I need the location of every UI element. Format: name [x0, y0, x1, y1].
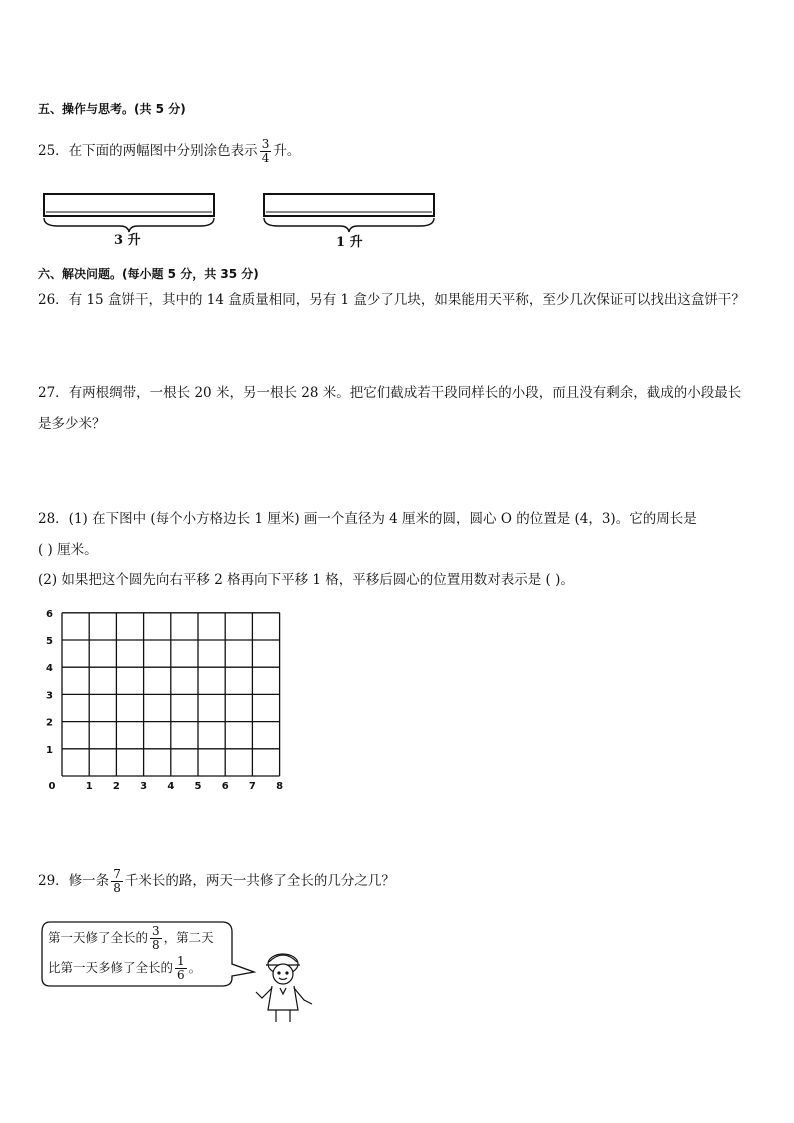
speech-line-1 — [48, 925, 214, 952]
question-28-line-1: 28．(1) 在下图中 (每个小方格边长 1 厘米) 画一个直径为 4 厘米的圆，圆心 O 的位置是 (4，3)。它的周长是 — [38, 511, 697, 527]
speech-line-1-b: ，第二天 — [163, 930, 214, 945]
speech-frac-1-den: 8 — [152, 938, 160, 952]
speech-line-2-a: 比第一天多修了全长的 — [48, 960, 174, 975]
section-6-title: 六、解决问题。(每小题 5 分，共 35 分) — [38, 267, 259, 281]
question-27-line-2: 是多少米？ — [38, 416, 106, 432]
speech-fraction-1 — [150, 925, 162, 952]
q25-frac-den: 4 — [261, 151, 270, 165]
question-25 — [38, 138, 300, 165]
grid-y-tick-label: 3 — [46, 690, 53, 702]
q29-suffix: 千米长的路，两天一共修了全长的几分之几？ — [124, 873, 395, 889]
q25-label-right: 1 升 — [336, 235, 363, 250]
question-27-line-1: 27．有两根绸带，一根长 20 米，另一根长 28 米。把它们截成若干段同样长的小段，而且没有剩余，截成的小段最长 — [38, 385, 742, 401]
speech-frac-1-num: 3 — [152, 924, 160, 938]
speech-line-2 — [48, 955, 201, 982]
question-28-line-2: ( ) 厘米。 — [38, 542, 98, 558]
grid-x-tick-label: 2 — [112, 781, 120, 792]
speech-frac-2-den: 6 — [177, 968, 185, 982]
left-brace — [44, 218, 214, 232]
q29-frac-num: 7 — [113, 867, 121, 881]
person-illustration — [256, 954, 312, 1022]
right-brace — [264, 218, 434, 232]
speech-line-2-b: 。 — [188, 960, 202, 975]
grid-x-tick-label: 1 — [85, 781, 93, 792]
grid-x-tick-label: 0 — [48, 781, 56, 792]
q25-containers-figure — [38, 190, 448, 252]
speech-frac-2-num: 1 — [177, 954, 185, 968]
q25-frac-num: 3 — [261, 137, 270, 151]
q25-suffix: 升。 — [273, 143, 301, 159]
question-26: 26．有 15 盒饼干，其中的 14 盒质量相同，另有 1 盒少了几块，如果能用天平称，至少几次保证可以找出这盒饼干？ — [38, 292, 745, 308]
grid-y-tick-label: 6 — [46, 608, 53, 620]
q29-fraction — [111, 868, 123, 895]
grid-y-tick-label: 1 — [46, 744, 53, 756]
question-29 — [38, 868, 395, 895]
grid-x-tick-label: 4 — [167, 781, 175, 792]
q29-prefix: 29．修一条 — [38, 873, 110, 889]
q25-fraction — [260, 138, 272, 165]
grid-y-tick-label: 4 — [46, 663, 53, 675]
speech-fraction-2 — [175, 955, 187, 982]
q25-label-left: 3 升 — [114, 233, 141, 248]
question-28-line-3: (2) 如果把这个圆先向右平移 2 格再向下平移 1 格，平移后圆心的位置用数对表示是 ( )。 — [38, 572, 574, 588]
coordinate-grid — [40, 608, 300, 798]
q29-frac-den: 8 — [113, 881, 121, 895]
speech-line-1-a: 第一天修了全长的 — [48, 930, 149, 945]
grid-x-tick-label: 6 — [221, 781, 229, 792]
grid-y-tick-label: 2 — [46, 717, 53, 729]
grid-x-tick-label: 7 — [248, 781, 256, 792]
left-container-bar — [44, 194, 214, 216]
right-container-bar — [264, 194, 434, 216]
grid-y-tick-label: 5 — [46, 636, 53, 647]
grid-x-tick-label: 3 — [140, 781, 148, 792]
section-5-title: 五、操作与思考。(共 5 分) — [38, 102, 186, 116]
grid-x-tick-label: 5 — [194, 781, 202, 792]
grid-x-tick-label: 8 — [276, 781, 284, 792]
q25-prefix: 25．在下面的两幅图中分别涂色表示 — [38, 143, 258, 159]
